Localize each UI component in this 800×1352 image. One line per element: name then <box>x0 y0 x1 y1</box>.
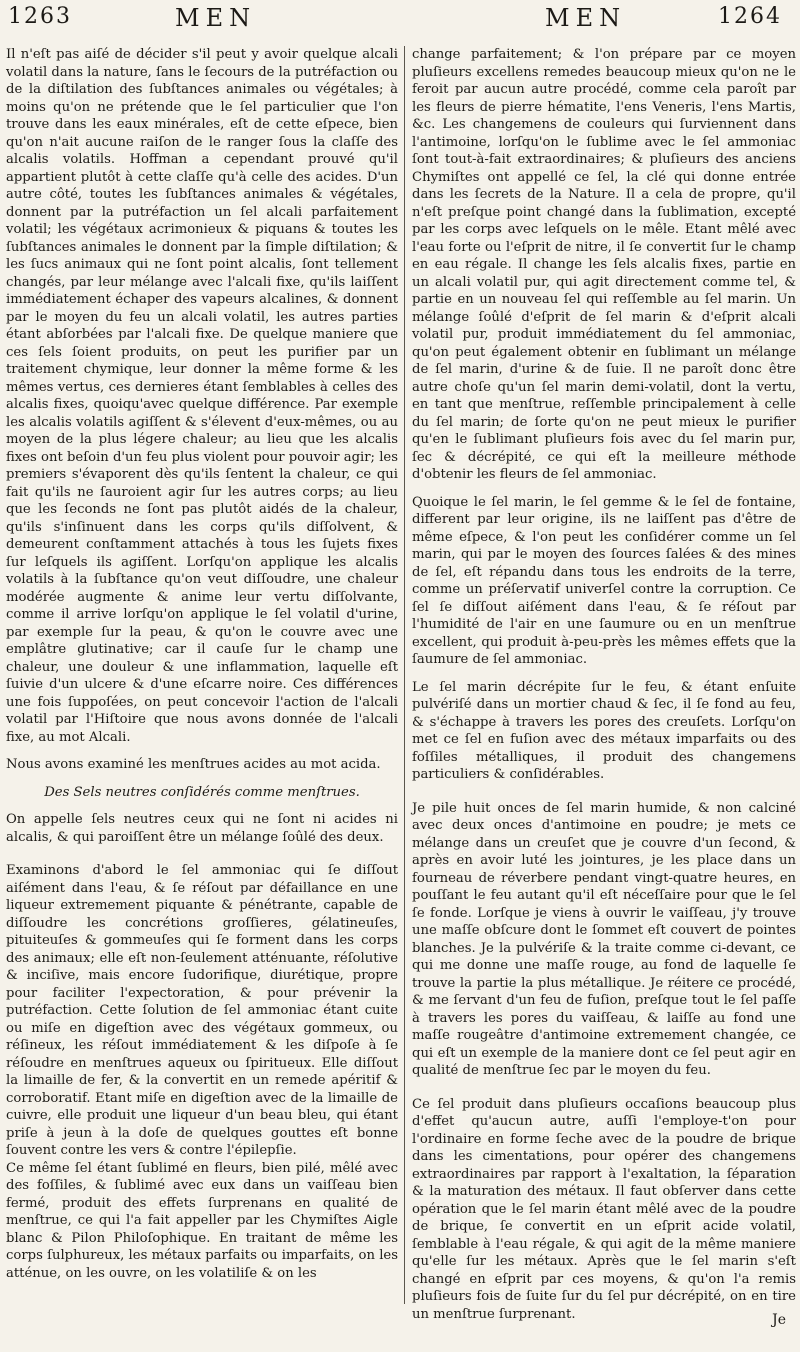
paragraph-sel-decrepite: Le ſel marin décrépite ſur le feu, & étant enſuite pulvériſé dans un mortier chaud & ſec, il ſe fond au feu, & s'échappe à travers les pores des creuſets. Lorſqu'on met ce ſel en fuſion avec des métaux imparfaits ou des foſſiles métalliques, il produit des changemens particuliers & conſidérables. <box>412 679 796 782</box>
paragraph-alcali-volatil: Il n'eſt pas aiſé de décider s'il peut y avoir quelque alcali volatil dans la nature, ſans le ſecours de la putréfaction ou de la diſtilation des ſubſtances animales ou végétales; à moins qu'on ne prétende que le ſel particulier que l'on trouve dans les eaux minérales, eſt de cette eſpece, bien qu'on n'ait aucune raiſon de le ranger ſous la claſſe des alcalis volatils. Hoffman a cependant prouvé qu'il appartient plutôt à cette claſſe qu'à celle des acides. D'un autre côté, toutes les ſubſtances animales & végétales, donnent par la putréfaction un ſel alcali parfaitement volatil; les végétaux acrimonieux & piquans & toutes les ſubſtances animales le donnent par la ſimple diſtilation; & les ſucs animaux qui ne ſont point alcalis, ſont tellement changés, par leur mélange avec l'alcali fixe, qu'ils laiſſent immédiatement échaper des vapeurs alcalines, & donnent par le moyen du feu un alcali volatil, les autres parties étant abſorbées par l'alcali fixe. De quelque maniere que ces ſels ſoient produits, on peut les purifier par un traitement chymique, leur donner la même forme & les mêmes vertus, ces dernieres étant ſemblables à celles des alcalis fixes, quoiqu'avec quelque différence. Par exemple les alcalis volatils agiſſent & s'élevent d'eux-mêmes, ou au moyen de la plus légere chaleur; au lieu que les alcalis fixes ont beſoin d'un feu plus violent pour pouvoir agir; les premiers s'évaporent dès qu'ils ſentent la chaleur, ce qui fait qu'ils ne ſauroient agir ſur les autres corps; au lieu que les ſeconds ne ſont pas plutôt aidés de la chaleur, qu'ils s'inſinuent dans les corps qu'ils diſſolvent, & demeurent conſtamment attachés à tous les ſujets fixes ſur leſquels ils agiſſent. Lorſqu'on applique les alcalis volatils à la ſubſtance qu'on veut diſſoudre, une chaleur modérée augmente & anime leur vertu diſſolvante, comme il arrive lorſqu'on applique le ſel volatil d'urine, par exemple ſur la peau, & qu'on le couvre avec une emplâtre glutinative; car il cauſe ſur le champ une chaleur, une douleur & une inflammation, laquelle eſt ſuivie d'un ulcere & d'une eſcarre noire. Ces différences une fois ſuppoſées, on peut concevoir l'action de l'alcali volatil par l'Hiſtoire que nous avons donnée de l'alcali fixe, au mot Alcali. <box>6 47 398 745</box>
paragraph-change-parfaitement: change parfaitement; & l'on prépare par ce moyen pluſieurs excellens remedes beaucoup mieux qu'on ne le feroit par aucun autre procédé, comme cela paroît par les fleurs de pierre hématite, l'ens Veneris, l'ens Martis, &c. Les changemens de couleurs qui ſurviennent dans l'antimoine, lorſqu'on le ſublime avec le ſel ammoniac ſont tout-à-fait extraordinaires; & pluſieurs des anciens Chymiſtes ont appellé ce ſel, la clé qui donne entrée dans les ſecrets de la Nature. Il a cela de propre, qu'il n'eſt preſque point changé dans la ſublimation, excepté par les corps avec leſquels on le mêle. Etant mêlé avec l'eau forte ou l'eſprit de nitre, il ſe convertit ſur le champ en eau régale. Il change les ſels alcalis fixes, partie en un alcali volatil pur, qui agit directement comme tel, & partie en un nouveau ſel qui reſſemble au ſel marin. Un mélange ſoûlé d'eſprit de ſel marin & d'eſprit alcali volatil pur, produit immédiatement du ſel ammoniac, qu'on peut également obtenir en ſublimant un mélange de ſel marin, d'urine & de ſuie. Il ne paroît donc être autre choſe qu'un ſel marin demi-volatil, dont la vertu, en tant que menſtrue, reſſemble principalement à celle du ſel marin; de ſorte qu'on ne peut mieux le purifier qu'en le ſublimant pluſieurs fois avec du ſel marin pur, ſec & décrépité, ce qui eſt la meilleure méthode d'obtenir les fleurs de ſel ammoniac. <box>412 47 796 482</box>
right-column <box>412 46 796 1323</box>
paragraph-sel-ammoniac: Examinons d'abord le ſel ammoniac qui ſe diſſout aiſément dans l'eau, & ſe réſout par défaillance en une liqueur extremement piquante & pénétrante, capable de diſſoudre les concrétions groſſieres, gélatineuſes, pituiteuſes & gommeuſes qui ſe forment dans les corps des animaux; elle eſt non-ſeulement atténuante, réſolutive & inciſive, mais encore ſudorifique, diurétique, propre pour faciliter l'expectoration, & pour prévenir la putréfaction. Cette ſolution de ſel ammoniac étant cuite ou miſe en digeſtion avec des végétaux gommeux, ou réſineux, les réſout immédiatement & les diſpoſe à ſe réſoudre en menſtrues aqueux ou ſpiritueux. Elle diſſout la limaille de fer, & la convertit en un remede apéritif & corroboratif. Etant miſe en digeſtion avec de la limaille de cuivre, elle produit une liqueur d'un beau bleu, qui étant priſe à jeun à la doſe de quelques gouttes eſt bonne ſouvent contre les vers & contre l'épilepſie. <box>6 863 398 1158</box>
section-subtitle: Des Sels neutres conſidérés comme menſtrues. <box>44 784 360 800</box>
catchword: Je <box>772 1312 786 1328</box>
column-divider <box>404 46 405 1304</box>
page-number-left: 1263 <box>8 4 72 29</box>
left-column <box>6 46 398 1282</box>
paragraph-sels-neutres: On appelle ſels neutres ceux qui ne ſont ni acides ni alcalis, & qui paroiſſent être un mélange ſoûlé des deux. <box>6 812 398 845</box>
paragraph-sel-sublime: Ce même ſel étant ſublimé en fleurs, bien pilé, mêlé avec des foſſiles, & ſublimé avec eux dans un vaiſſeau bien fermé, produit des effets ſurprenans en qualité de menſtrue, ce qui l'a fait appeller par les Chymiſtes Aigle blanc & Pilon Philoſophique. En traitant de même les corps ſulphureux, les métaux parfaits ou imparfaits, on les atténue, on les ouvre, on les volatiliſe & on les <box>6 1160 398 1281</box>
paragraph-experience-antimoine: Je pile huit onces de ſel marin humide, & non calciné avec deux onces d'antimoine en poudre; je mets ce mélange dans un creuſet que je couvre d'un ſecond, & après en avoir luté les jointures, je les place dans un fourneau de réverbere pendant vingt-quatre heures, en pouſſant le feu autant qu'il eſt néceſſaire pour que le ſel ſe fonde. Lorſque je viens à ouvrir le vaiſſeau, j'y trouve une maſſe obſcure dont le ſommet eſt couvert de pointes blanches. Je la pulvériſe & la traite comme ci-devant, ce qui me donne une maſſe rouge, au fond de laquelle ſe trouve la partie la plus métallique. Je réitere ce procédé, & me ſervant d'un feu de fuſion, preſque tout le ſel paſſe à travers les pores du vaiſſeau, & laiſſe au fond une maſſe rougeâtre d'antimoine extremement changée, ce qui eſt un exemple de la maniere dont ce ſel peut agir en qualité de menſtrue ſec par le moyen du feu. <box>412 800 796 1078</box>
running-header <box>0 4 800 44</box>
page-number-right: 1264 <box>718 4 782 29</box>
paragraph-sel-marin: Quoique le ſel marin, le ſel gemme & le ſel de fontaine, different par leur origine, ils ne laiſſent pas d'être de même eſpece, & l'on peut les conſidérer comme un ſel marin, qui par le moyen des ſources ſalées & des mines de ſel, eſt répandu dans tous les endroits de la terre, comme un préſervatif univerſel contre la corruption. Ce ſel ſe diſſout aiſément dans l'eau, & ſe réſout par l'humidité de l'air en une ſaumure ou en un menſtrue excellent, qui produit à-peu-près les mêmes effets que la ſaumure de ſel ammoniac. <box>412 494 796 667</box>
paragraph-cimentations: Ce ſel produit dans pluſieurs occaſions beaucoup plus d'effet qu'aucun autre, auſſi l'employe-t'on pour l'ordinaire en forme ſeche avec de la poudre de brique dans les cimentations, pour opérer des changemens extraordinaires par rapport à l'exaltation, la ſéparation & la maturation des métaux. Il faut obſerver dans cette opération que le ſel marin étant mêlé avec de la poudre de brique, ſe convertit en un eſprit acide volatil, ſemblable à l'eau régale, & qui agit de la même maniere qu'elle ſur les métaux. Après que le ſel marin s'eſt changé en eſprit par ces moyens, & qu'on l'a remis pluſieurs fois de ſuite ſur du ſel pur décrépité, on en tire un menſtrue ſurprenant. <box>412 1096 796 1322</box>
running-title-left: MEN <box>175 4 257 32</box>
running-title-right: MEN <box>545 4 627 32</box>
paragraph-menstrues-acides: Nous avons examiné les menſtrues acides au mot acida. <box>6 757 381 772</box>
